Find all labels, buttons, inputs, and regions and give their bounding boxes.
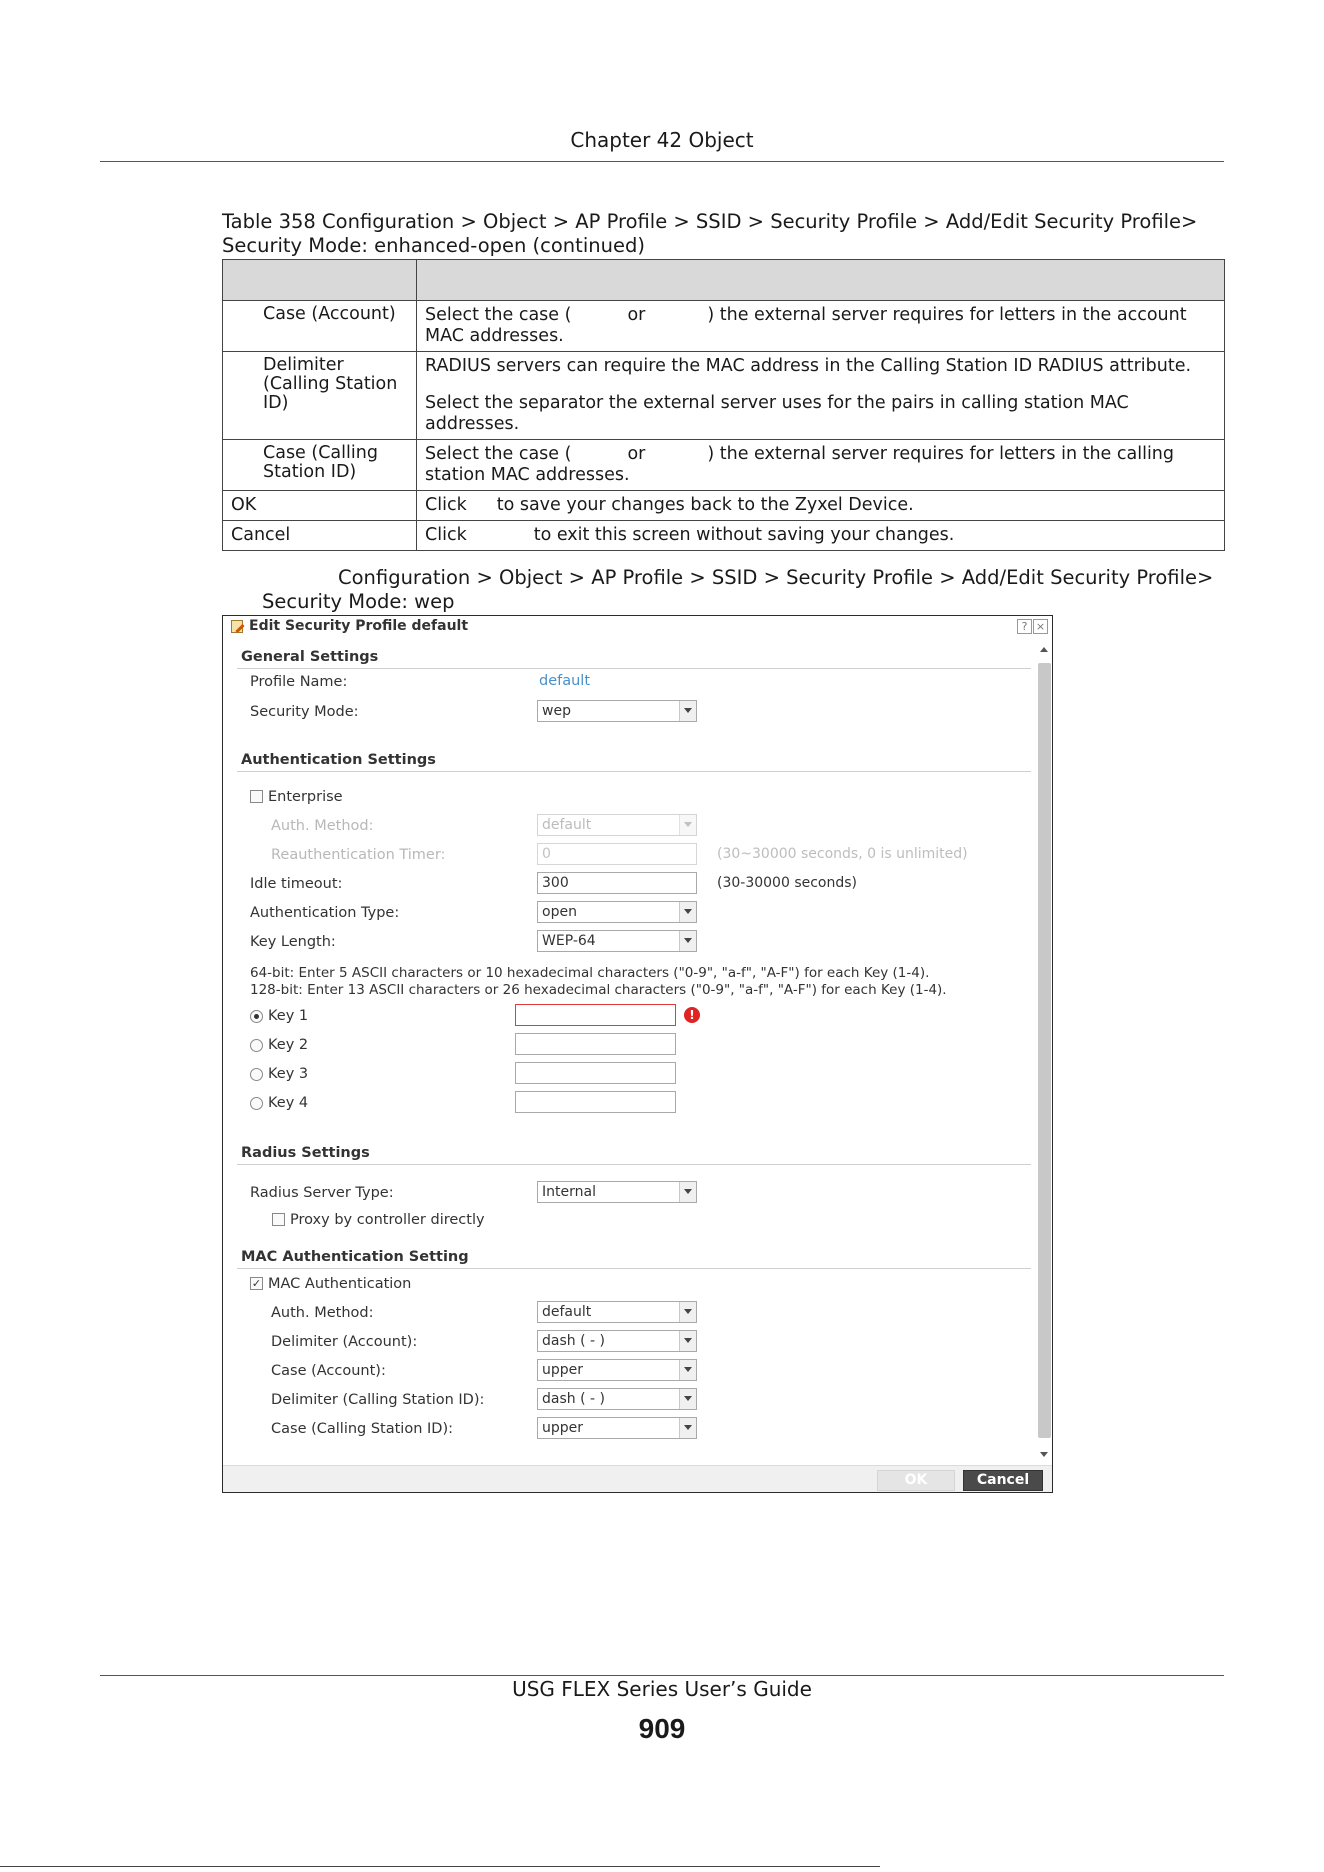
security-mode-select[interactable]: wep [537, 700, 697, 722]
chevron-down-icon [679, 1331, 696, 1351]
section-divider [237, 668, 1031, 669]
case-account-label: Case (Account): [271, 1363, 386, 1379]
chevron-down-icon [679, 1360, 696, 1380]
chevron-down-icon [679, 1182, 696, 1202]
dialog-footer [223, 1465, 1052, 1492]
key-note-128bit: 128-bit: Enter 13 ASCII characters or 26 hexadecimal characters ("0-9", "a-f", "A-F") for each Key (1-4). [250, 982, 947, 998]
reauthentication-timer-label: Reauthentication Timer: [271, 847, 446, 863]
mac-authentication-checkbox[interactable]: ✓ [251, 1277, 262, 1290]
bottom-divider [0, 1866, 880, 1867]
enterprise-checkbox[interactable] [250, 790, 263, 803]
reauthentication-timer-hint: (30~30000 seconds, 0 is unlimited) [717, 846, 968, 862]
key-length-select[interactable]: WEP-64 [537, 930, 697, 952]
auth-method-label: Auth. Method: [271, 818, 374, 834]
scroll-down-icon[interactable] [1040, 1452, 1048, 1457]
reference-table [222, 259, 1225, 551]
table-caption-line2: Security Mode: enhanced-open (continued) [222, 234, 645, 257]
row-label: OK [223, 491, 417, 521]
footer-divider [100, 1675, 1224, 1676]
delimiter-account-select[interactable]: dash ( - ) [537, 1330, 697, 1352]
chevron-down-icon [679, 931, 696, 951]
delimiter-calling-station-label: Delimiter (Calling Station ID): [271, 1392, 485, 1408]
page-number: 909 [638, 1713, 686, 1744]
case-calling-station-select[interactable]: upper [537, 1417, 697, 1439]
table-row [223, 491, 1225, 521]
error-icon: ! [684, 1007, 700, 1023]
table-caption-line1: Table 358 Configuration > Object > AP Profile > SSID > Security Profile > Add/Edit Security Profile> [222, 210, 1198, 233]
auth-method-select[interactable]: default [537, 814, 697, 836]
key-note-64bit: 64-bit: Enter 5 ASCII characters or 10 hexadecimal characters ("0-9", "a-f", "A-F") for each Key (1-4). [250, 965, 930, 981]
delimiter-account-label: Delimiter (Account): [271, 1334, 418, 1350]
scroll-thumb[interactable] [1038, 663, 1051, 1438]
authentication-type-label: Authentication Type: [250, 905, 400, 921]
dialog-titlebar [223, 616, 1052, 637]
figure-caption-line2: Security Mode: wep [262, 590, 455, 613]
profile-name-label: Profile Name: [250, 674, 348, 690]
chevron-down-icon [679, 1389, 696, 1409]
case-account-select[interactable]: upper [537, 1359, 697, 1381]
security-mode-label: Security Mode: [250, 704, 359, 720]
guide-title: USG FLEX Series User’s Guide [512, 1677, 812, 1701]
table-row [223, 301, 1225, 352]
section-divider [237, 771, 1031, 772]
scroll-up-icon[interactable] [1040, 647, 1048, 652]
row-label: Case (Account) [223, 301, 417, 352]
table-header-row [223, 260, 1225, 301]
table-caption [222, 210, 1232, 258]
key1-radio[interactable] [250, 1010, 263, 1023]
key3-radio[interactable] [250, 1068, 263, 1081]
key4-label: Key 4 [268, 1095, 309, 1111]
edit-security-profile-dialog [222, 615, 1053, 1493]
row-description: Click to exit this screen without saving your changes. [417, 521, 1225, 551]
key4-input[interactable] [515, 1091, 676, 1113]
key2-radio[interactable] [250, 1039, 263, 1052]
reauthentication-timer-input[interactable]: 0 [537, 843, 697, 865]
proxy-label: Proxy by controller directly [290, 1212, 485, 1228]
table-row [223, 352, 1225, 440]
radius-settings-title: Radius Settings [241, 1145, 370, 1161]
mac-auth-method-label: Auth. Method: [271, 1305, 374, 1321]
figure-caption-line1: Configuration > Object > AP Profile > SSID > Security Profile > Add/Edit Security Profile> [338, 566, 1214, 589]
authentication-type-select[interactable]: open [537, 901, 697, 923]
idle-timeout-label: Idle timeout: [250, 876, 343, 892]
table-row [223, 521, 1225, 551]
chevron-down-icon [679, 815, 696, 835]
chevron-down-icon [679, 1302, 696, 1322]
ok-button[interactable]: OK [877, 1470, 955, 1491]
delimiter-calling-station-select[interactable]: dash ( - ) [537, 1388, 697, 1410]
key1-label: Key 1 [268, 1008, 309, 1024]
section-divider [237, 1164, 1031, 1165]
dialog-title: Edit Security Profile default [249, 618, 469, 634]
row-label: Delimiter (Calling Station ID) [223, 352, 417, 440]
key-length-label: Key Length: [250, 934, 336, 950]
chevron-down-icon [679, 701, 696, 721]
chapter-header: Chapter 42 Object [570, 128, 754, 152]
edit-icon [231, 620, 243, 633]
general-settings-title: General Settings [241, 649, 379, 665]
row-description: RADIUS servers can require the MAC address in the Calling Station ID RADIUS attribute. Select the separator the external server uses for the pairs in calling station MAC addresses. [417, 352, 1225, 440]
profile-name-value: default [539, 673, 591, 689]
case-calling-station-label: Case (Calling Station ID): [271, 1421, 453, 1437]
proxy-checkbox[interactable] [272, 1213, 285, 1226]
key1-input[interactable] [515, 1004, 676, 1026]
radius-server-type-select[interactable]: Internal [537, 1181, 697, 1203]
cancel-button[interactable]: Cancel [963, 1470, 1043, 1491]
help-icon[interactable]: ? [1017, 619, 1032, 634]
key3-label: Key 3 [268, 1066, 309, 1082]
key2-label: Key 2 [268, 1037, 309, 1053]
radius-server-type-label: Radius Server Type: [250, 1185, 394, 1201]
key4-radio[interactable] [250, 1097, 263, 1110]
row-label: Cancel [223, 521, 417, 551]
key2-input[interactable] [515, 1033, 676, 1055]
header-label-cell [223, 260, 417, 301]
close-icon[interactable]: × [1033, 619, 1048, 634]
authentication-settings-title: Authentication Settings [241, 752, 436, 768]
chevron-down-icon [679, 902, 696, 922]
enterprise-label: Enterprise [268, 789, 343, 805]
row-description: Select the case ( or ) the external server requires for letters in the account MAC addresses. [417, 301, 1225, 352]
idle-timeout-input[interactable]: 300 [537, 872, 697, 894]
row-description: Select the case ( or ) the external server requires for letters in the calling station MAC addresses. [417, 440, 1225, 491]
mac-auth-method-select[interactable]: default [537, 1301, 697, 1323]
figure-caption [262, 566, 1242, 614]
chevron-down-icon [679, 1418, 696, 1438]
section-divider [237, 1268, 1031, 1269]
dialog-scrollbar[interactable] [1037, 639, 1052, 1463]
row-description: Click to save your changes back to the Zyxel Device. [417, 491, 1225, 521]
key3-input[interactable] [515, 1062, 676, 1084]
mac-authentication-label: MAC Authentication [268, 1276, 412, 1292]
table-row [223, 440, 1225, 491]
row-label: Case (Calling Station ID) [223, 440, 417, 491]
header-description-cell [417, 260, 1225, 301]
mac-authentication-settings-title: MAC Authentication Setting [241, 1249, 469, 1265]
header-divider [100, 161, 1224, 162]
idle-timeout-hint: (30-30000 seconds) [717, 875, 857, 891]
